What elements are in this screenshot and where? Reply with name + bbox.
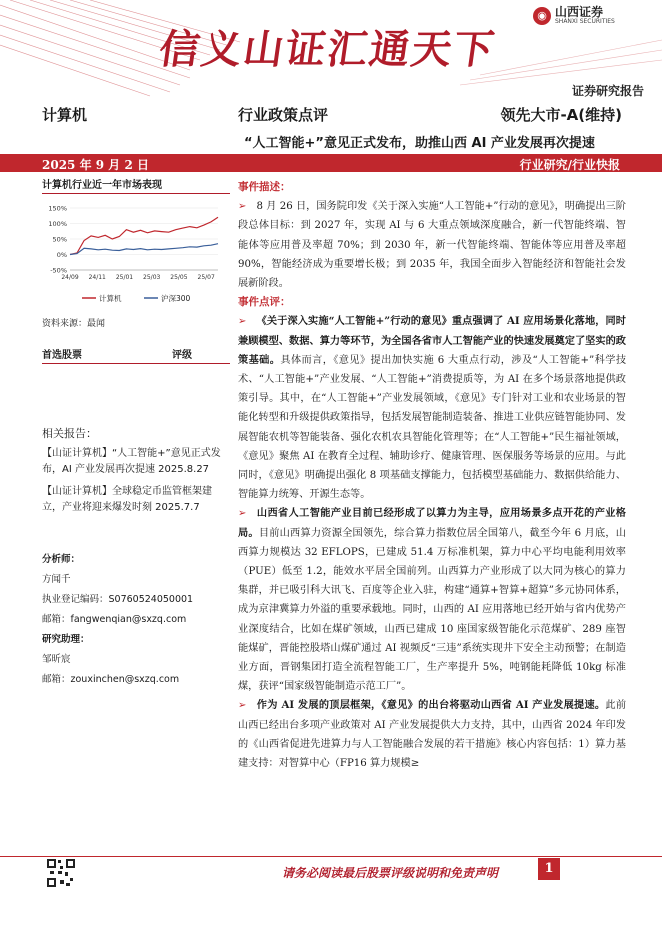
page-number: 1 — [538, 858, 560, 880]
analyst-cert: 执业登记编码：S0760524050001 — [42, 594, 194, 605]
slogan: 信义山证汇通天下 — [156, 26, 499, 73]
related-label: 相关报告： — [42, 427, 97, 440]
x-tick-label: 25/07 — [197, 274, 215, 281]
market-chart — [42, 196, 230, 308]
arrow-icon: ➢ — [238, 201, 247, 213]
p1-text: 具体而言，《意见》提出加快实施 6 大重点行动，涉及“人工智能+”科学技术、“人工智能+”产业发展、“人工智能+”消费提质等，为 AI 在多个场景落地提供政策引导。其中，在“人工智能+”产业发展领域，《意见》专门针对工业和农业场景的智能化转型和升级提供政策指导，包括发展智能制造装备、推进工业供应链智能协同、发展智能农机等智能装备、强化农机农具智能化管理等；在“人工智能+”民生福祉领域，《意见》聚焦 AI 在教育全过程、辅助诊疗、健康管理、医保服务等场景的应用。与此同时，《意见》明确提出强化 8 项基础支撑能力，包括模型基础能力、数据供给能力、智能算力统筹、开源生态等。 — [238, 354, 627, 501]
analyst-info — [42, 550, 230, 690]
related-tag: 【山证计算机】 — [42, 486, 112, 497]
comment-paragraph-3 — [238, 696, 626, 773]
p2-text: 目前山西算力资源全国领先，综合算力指数位居全国第八，截至今年 6 月底，山西算力规模达 32 EFLOPS，已建成 51.4 万标准机架，算力中心平均电能利用效率（PUE）低至 1.2，能效水平居全国前列。山西算力产业形成了以大同为核心的算力集群，并已吸引科大讯飞、百度等企业入驻，构建“通算+智算+超算”多元协同体系，成为京津冀算力外溢的重要承载地。同时，山西的 AI 应用落地已经开始与省内优势产业深度结合，比如在煤矿领域，山西已建成 10 座国家级智能化示范煤矿、289 座智能煤矿，晋能控股塔山煤矿通过 AI 视频反“三违”系统实现井下安全主动预警；在制造业方面，晋钢集团打造全流程智能工厂，生产率提升 5%，吨钢能耗降低 10kg 标准煤，获评“国家级智能制造示范工厂”。 — [238, 527, 626, 693]
related-reports — [42, 426, 230, 516]
p3-bold: 作为 AI 发展的顶层框架，《意见》的出台将驱动山西省 AI 产业发展提速。 — [256, 699, 606, 712]
qr-code-icon[interactable] — [46, 858, 76, 888]
disclaimer: 请务必阅读最后股票评级说明和免责声明 — [282, 866, 499, 880]
logo-en: SHANXI SECURITIES — [555, 18, 615, 25]
company-logo — [533, 6, 615, 25]
stock-col-header: 首选股票 — [42, 350, 82, 361]
logo-cn: 山西证券 — [555, 5, 604, 19]
x-tick-label: 25/01 — [115, 274, 134, 281]
arrow-icon: ➢ — [238, 508, 247, 520]
event-comment-label: 事件点评： — [238, 296, 291, 309]
rating: 领先大市-A(维持) — [500, 106, 622, 124]
stock-table-header — [42, 346, 230, 364]
main-content — [238, 178, 626, 773]
report-title: “人工智能+”意见正式发布，助推山西 AI 产业发展再次提速 — [244, 136, 595, 151]
header-row — [42, 104, 622, 126]
related-report-item[interactable] — [42, 446, 230, 478]
report-date: 2025 年 9 月 2 日 — [42, 158, 149, 172]
event-desc-label: 事件描述： — [238, 181, 291, 193]
legend-label: 沪深300 — [161, 294, 191, 303]
related-tag: 【山证计算机】 — [42, 448, 112, 459]
p3-text: 此前山西已经出台多项产业政策对 AI 产业发展提供大力支持，其中，山西省 2024 年印发的《山西省促进先进算力与人工智能融合发展的若干措施》核心内容包括：1）算力基建支持：对智算中心（FP16 算力规模≥ — [238, 700, 627, 770]
analyst-email[interactable]: 邮箱：fangwenqian@sxzq.com — [42, 614, 187, 625]
analyst-label: 分析师： — [42, 554, 81, 565]
chart-source: 资料来源：最闻 — [42, 319, 106, 329]
y-tick-label: 50% — [52, 235, 67, 244]
comment-paragraph-1 — [238, 312, 626, 504]
y-tick-label: 150% — [48, 204, 67, 213]
x-tick-label: 25/05 — [170, 274, 188, 281]
event-desc-paragraph — [238, 197, 626, 293]
assistant-name: 邹昕宸 — [42, 654, 71, 665]
y-tick-label: -50% — [50, 266, 67, 275]
y-tick-label: 0% — [56, 251, 67, 259]
p1-bold: 《关于深入实施“人工智能+”行动的意见》重点强调了 AI 应用场景化落地，同时兼顾模型、数据、算力等环节，为全国各省市人工智能产业的快速发展奠定了坚实的政策基础。 — [238, 315, 626, 366]
assistant-label: 研究助理： — [42, 634, 90, 645]
header-banner — [0, 0, 662, 100]
assistant-email[interactable]: 邮箱：zouxinchen@sxzq.com — [42, 674, 180, 685]
related-report-item[interactable] — [42, 484, 230, 516]
x-tick-label: 25/03 — [143, 274, 161, 281]
x-tick-label: 24/11 — [88, 274, 106, 281]
footer-divider — [0, 856, 662, 857]
series-line-hs300 — [70, 244, 218, 255]
analyst-name: 方闻千 — [42, 574, 71, 585]
x-tick-label: 24/09 — [61, 274, 79, 281]
industry: 计算机 — [42, 106, 88, 124]
y-tick-label: 100% — [48, 220, 67, 228]
rating-col-header: 评级 — [172, 350, 192, 361]
report-label: 证券研究报告 — [571, 84, 644, 98]
logo-icon: ◉ — [533, 7, 551, 25]
arrow-icon: ➢ — [238, 700, 247, 712]
related-text: 全球稳定币监管框架建立，产业将迎来爆发时刻 2025.7.7 — [42, 486, 212, 513]
chart-title: 计算机行业近一年市场表现 — [42, 176, 230, 194]
legend-label: 计算机 — [99, 294, 122, 303]
report-category: 行业研究/行业快报 — [519, 158, 620, 172]
arrow-icon: ➢ — [238, 316, 247, 328]
p2-bold: 山西省人工智能产业目前已经形成了以算力为主导，应用场景多点开花的产业格局。 — [238, 507, 626, 539]
report-type: 行业政策点评 — [238, 106, 329, 124]
comment-paragraph-2 — [238, 504, 626, 696]
related-text: “人工智能+”意见正式发布，AI 产业发展再次提速 2025.8.27 — [42, 448, 221, 475]
event-desc-text: 8 月 26 日，国务院印发《关于深入实施“人工智能+”行动的意见》，明确提出三阶段总体目标：到 2027 年，实现 AI 与 6 大重点领域深度融合，新一代智能终端、智能体等应用普及率超 70%；到 2030 年，新一代智能终端、智能体等应用普及率超 90%，智能经济成为重要增长极；到 2035 年，我国全面步入智能经济和智能社会发展新阶段。 — [238, 201, 626, 290]
